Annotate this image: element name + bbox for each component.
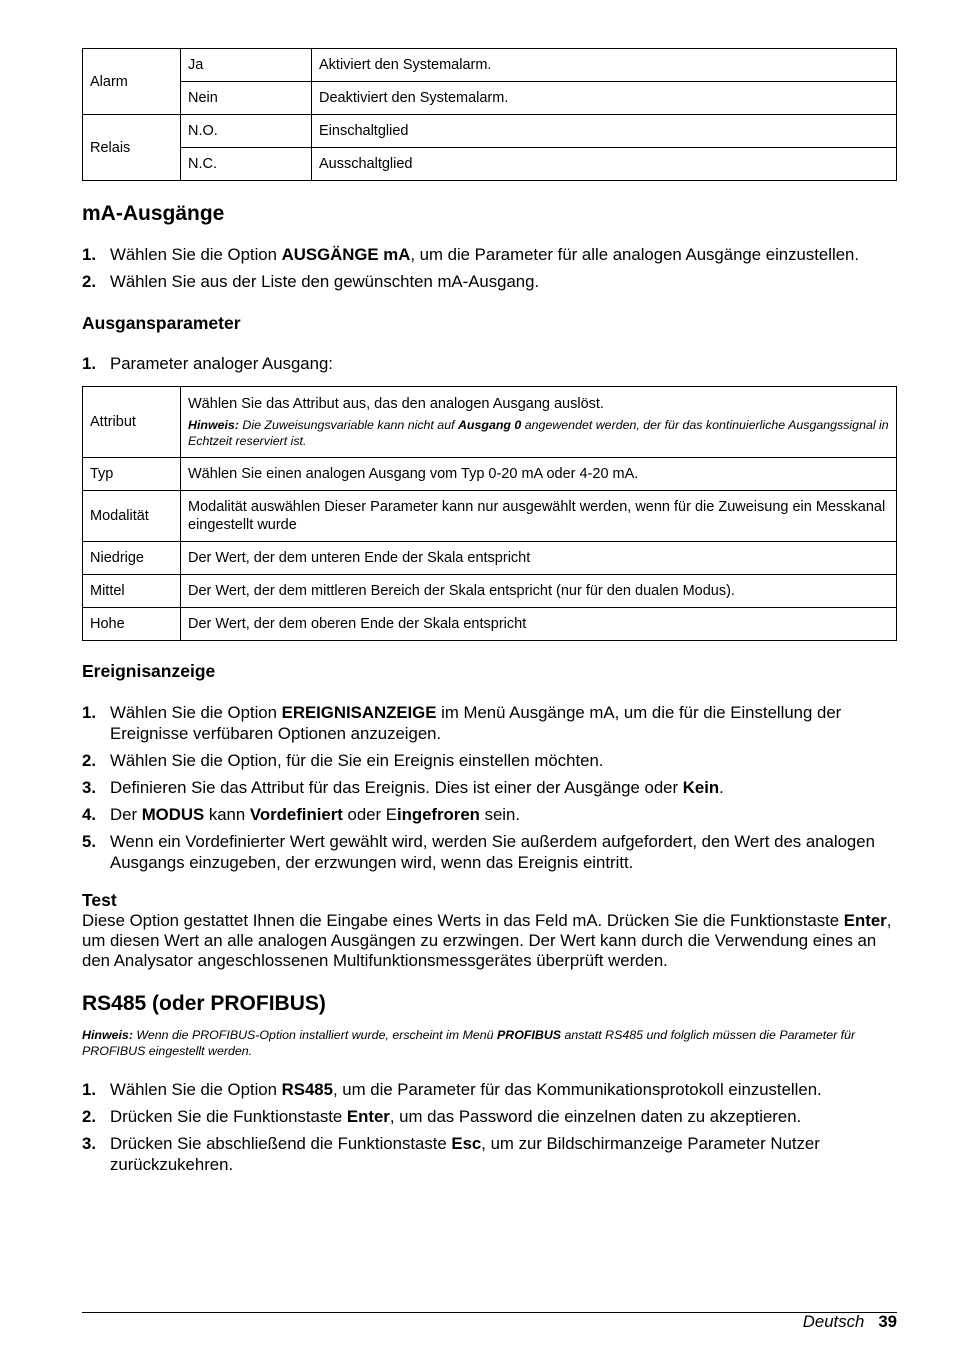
- note-label: Hinweis:: [82, 1028, 133, 1042]
- step-keyword: Kein: [682, 778, 720, 797]
- ma-steps-list: [82, 244, 897, 292]
- step-keyword: MODUS: [141, 805, 205, 824]
- note-text: angewendet werden, der für das kontinuierliche Ausgangssignal in Echtzeit reserviert ist.: [188, 418, 889, 448]
- step-text: , um die Parameter für das Kommunikationsprotokoll einzustellen.: [332, 1080, 822, 1099]
- table-row: [83, 49, 897, 82]
- list-item: [82, 271, 897, 292]
- table-cell-option: Ja: [181, 49, 312, 82]
- list-item: [82, 777, 897, 798]
- table-cell-label: Niedrige: [83, 542, 181, 575]
- paragraph-keyword: Enter: [843, 911, 887, 930]
- subsection-heading-test: Test: [82, 890, 117, 910]
- list-item: [82, 244, 897, 265]
- note-text: Die Zuweisungsvariable kann nicht auf: [238, 418, 458, 432]
- document-page: [82, 48, 897, 1181]
- step-text: kann: [204, 805, 250, 824]
- event-steps-list: [82, 702, 897, 873]
- table-row: [83, 458, 897, 491]
- table-cell-desc: Der Wert, der dem mittleren Bereich der Skala entspricht (nur für den dualen Modus).: [181, 575, 897, 608]
- step-keyword: RS485: [281, 1080, 333, 1099]
- footer-divider: [82, 1312, 897, 1313]
- table-row: [83, 82, 897, 115]
- page-number: 39: [878, 1312, 897, 1331]
- table-row: [83, 115, 897, 148]
- section-heading-ma-outputs: mA-Ausgänge: [82, 202, 225, 225]
- step-text: Wählen Sie die Option: [110, 703, 282, 722]
- step-keyword: EREIGNISANZEIGE: [281, 703, 437, 722]
- step-text: im Menü Ausgänge mA, um die für die Einstellung der Ereignisse verfübaren Optionen anzuzeigen.: [110, 703, 842, 743]
- step-number: 3.: [82, 1134, 96, 1153]
- table-row: [83, 387, 897, 458]
- note-keyword: Ausgang 0: [457, 418, 522, 432]
- table-row: [83, 608, 897, 641]
- params-steps-list: [82, 353, 897, 374]
- table-cell-label: Hohe: [83, 608, 181, 641]
- footer-language: Deutsch: [802, 1312, 865, 1331]
- note-keyword: PROFIBUS: [497, 1028, 562, 1042]
- list-item: [82, 804, 897, 825]
- list-item: [82, 1106, 897, 1127]
- step-text: Wählen Sie die Option: [110, 245, 282, 264]
- list-item: [82, 702, 897, 744]
- table-row: [83, 542, 897, 575]
- step-number: 2.: [82, 1107, 96, 1126]
- table-cell-desc: [181, 387, 897, 458]
- alarm-relay-table: [82, 48, 897, 181]
- table-cell-label: Typ: [83, 458, 181, 491]
- table-cell-label: Attribut: [83, 387, 181, 458]
- paragraph-text: , um diesen Wert an alle analogen Ausgängen zu erzwingen. Der Wert kann durch die Verwendung eines an den Analysator angeschlossenen Multifunktionsmessgerätes überprüft werden.: [82, 911, 892, 970]
- section-heading-rs485: RS485 (oder PROFIBUS): [82, 992, 326, 1015]
- table-cell-desc: Deaktiviert den Systemalarm.: [312, 82, 897, 115]
- step-number: 1.: [82, 354, 96, 373]
- step-text: Wenn ein Vordefinierter Wert gewählt wird, werden Sie außerdem aufgefordert, den Wert des analogen Ausgangs einzugeben, der erzwungen wird, wenn das Ereignis eintritt.: [110, 832, 875, 872]
- table-cell-desc: Wählen Sie einen analogen Ausgang vom Typ 0-20 mA oder 4-20 mA.: [181, 458, 897, 491]
- table-cell-desc: Ausschaltglied: [312, 148, 897, 181]
- list-item: [82, 1079, 897, 1100]
- attribute-description: Wählen Sie das Attribut aus, das den analogen Ausgang auslöst.: [188, 396, 604, 412]
- table-cell-desc: Der Wert, der dem oberen Ende der Skala entspricht: [181, 608, 897, 641]
- note-label: Hinweis:: [188, 418, 239, 432]
- step-text: .: [719, 778, 724, 797]
- table-cell-label: Modalität: [83, 491, 181, 542]
- step-keyword: Enter: [346, 1107, 390, 1126]
- step-number: 5.: [82, 832, 96, 851]
- parameters-table: [82, 386, 897, 641]
- table-row: [83, 491, 897, 542]
- step-number: 1.: [82, 245, 96, 264]
- step-keyword: ingefroren: [396, 805, 480, 824]
- step-keyword: Esc: [451, 1134, 482, 1153]
- step-text: , um zur Bildschirmanzeige Parameter Nutzer zurückzukehren.: [110, 1134, 820, 1174]
- subsection-heading-parameters: Ausgansparameter: [82, 313, 241, 333]
- table-cell-group: Alarm: [83, 49, 181, 115]
- table-cell-desc: Aktiviert den Systemalarm.: [312, 49, 897, 82]
- step-text: Wählen Sie die Option, für die Sie ein Ereignis einstellen möchten.: [110, 751, 604, 770]
- step-number: 3.: [82, 778, 96, 797]
- table-cell-label: Mittel: [83, 575, 181, 608]
- table-cell-option: N.C.: [181, 148, 312, 181]
- step-number: 2.: [82, 272, 96, 291]
- rs485-note: [82, 1027, 897, 1059]
- step-text: sein.: [479, 805, 521, 824]
- step-number: 1.: [82, 703, 96, 722]
- note-text: anstatt RS485 und folglich müssen die Parameter für PROFIBUS eingestellt werden.: [82, 1028, 856, 1058]
- table-cell-group: Relais: [83, 115, 181, 181]
- step-text: Der: [110, 805, 142, 824]
- subsection-heading-event-display: Ereignisanzeige: [82, 661, 216, 681]
- table-cell-desc: Einschaltglied: [312, 115, 897, 148]
- step-keyword: AUSGÄNGE mA: [281, 245, 411, 264]
- table-cell-option: Nein: [181, 82, 312, 115]
- step-text: Definieren Sie das Attribut für das Ereignis. Dies ist einer der Ausgänge oder: [110, 778, 683, 797]
- rs485-steps-list: [82, 1079, 897, 1175]
- page-footer: [803, 1312, 897, 1332]
- step-text: oder E: [342, 805, 397, 824]
- test-paragraph: [82, 911, 897, 971]
- step-text: Parameter analoger Ausgang:: [110, 354, 333, 373]
- list-item: [82, 353, 897, 374]
- step-number: 1.: [82, 1080, 96, 1099]
- list-item: [82, 831, 897, 873]
- step-text: Drücken Sie die Funktionstaste: [110, 1107, 347, 1126]
- step-text: , um das Password die einzelnen daten zu akzeptieren.: [389, 1107, 802, 1126]
- table-cell-option: N.O.: [181, 115, 312, 148]
- list-item: [82, 750, 897, 771]
- attribute-note: [188, 417, 889, 449]
- table-cell-desc: Modalität auswählen Dieser Parameter kann nur ausgewählt werden, wenn für die Zuweisung ein Messkanal eingestellt wurde: [181, 491, 897, 542]
- step-number: 2.: [82, 751, 96, 770]
- step-text: Wählen Sie die Option: [110, 1080, 282, 1099]
- paragraph-text: Diese Option gestattet Ihnen die Eingabe eines Werts in das Feld mA. Drücken Sie die Funktionstaste: [82, 911, 844, 930]
- note-text: Wenn die PROFIBUS-Option installiert wurde, erscheint im Menü: [132, 1028, 498, 1042]
- step-text: Drücken Sie abschließend die Funktionstaste: [110, 1134, 452, 1153]
- table-row: [83, 575, 897, 608]
- step-text: , um die Parameter für alle analogen Ausgänge einzustellen.: [410, 245, 860, 264]
- step-number: 4.: [82, 805, 96, 824]
- list-item: [82, 1133, 897, 1175]
- table-row: [83, 148, 897, 181]
- table-cell-desc: Der Wert, der dem unteren Ende der Skala entspricht: [181, 542, 897, 575]
- step-keyword: Vordefiniert: [249, 805, 343, 824]
- step-text: Wählen Sie aus der Liste den gewünschten mA-Ausgang.: [110, 272, 540, 291]
